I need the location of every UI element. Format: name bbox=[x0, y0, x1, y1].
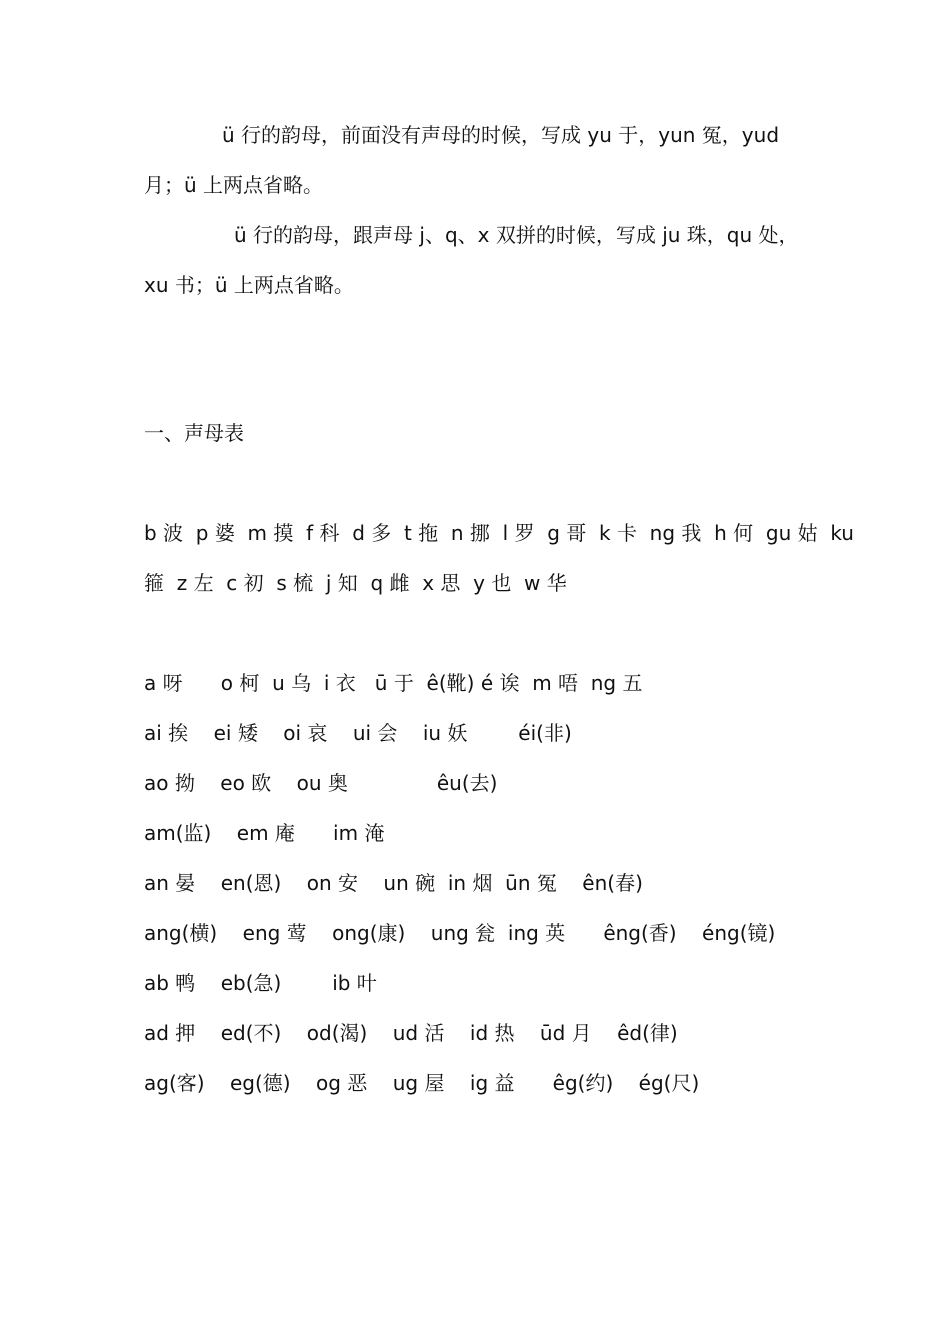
paragraph-1-line-1: ü 行的韵母，前面没有声母的时候，写成 yu 于，yun 冤，yud bbox=[222, 123, 780, 147]
finals-row-4: am(监) em 庵 im 淹 bbox=[144, 821, 385, 845]
finals-row-6: ang(横) eng 莺 ong(康) ung 瓮 ing 英 êng(香) éng(镜) bbox=[144, 921, 776, 945]
finals-row-3: ao 拗 eo 欧 ou 奥 êu(去) bbox=[144, 771, 498, 795]
initials-line-1: b 波 p 婆 m 摸 f 科 d 多 t 拖 n 挪 l 罗 g 哥 k 卡 ng 我 h 何 gu 姑 ku bbox=[144, 521, 854, 545]
finals-row-1: a 呀 o 柯 u 乌 i 衣 ū 于 ê(靴) é 诶 m 唔 ng 五 bbox=[144, 671, 643, 695]
paragraph-2-line-2: xu 书；ü 上两点省略。 bbox=[144, 273, 354, 297]
paragraph-1-line-2: 月；ü 上两点省略。 bbox=[144, 173, 324, 197]
section-title: 一、声母表 bbox=[144, 421, 244, 445]
initials-line-2: 箍 z 左 c 初 s 梳 j 知 q 雌 x 思 y 也 w 华 bbox=[144, 571, 567, 595]
finals-row-2: ai 挨 ei 矮 oi 哀 ui 会 iu 妖 éi(非) bbox=[144, 721, 572, 745]
paragraph-2-line-1: ü 行的韵母，跟声母 j、q、x 双拼的时候，写成 ju 珠，qu 处， bbox=[234, 223, 799, 247]
finals-row-9: ag(客) eg(德) og 恶 ug 屋 ig 益 êg(约) ég(尺) bbox=[144, 1071, 700, 1095]
finals-row-8: ad 押 ed(不) od(渴) ud 活 id 热 ūd 月 êd(律) bbox=[144, 1021, 678, 1045]
finals-row-7: ab 鸭 eb(急) ib 叶 bbox=[144, 971, 377, 995]
finals-row-5: an 晏 en(恩) on 安 un 碗 in 烟 ūn 冤 ên(春) bbox=[144, 871, 643, 895]
